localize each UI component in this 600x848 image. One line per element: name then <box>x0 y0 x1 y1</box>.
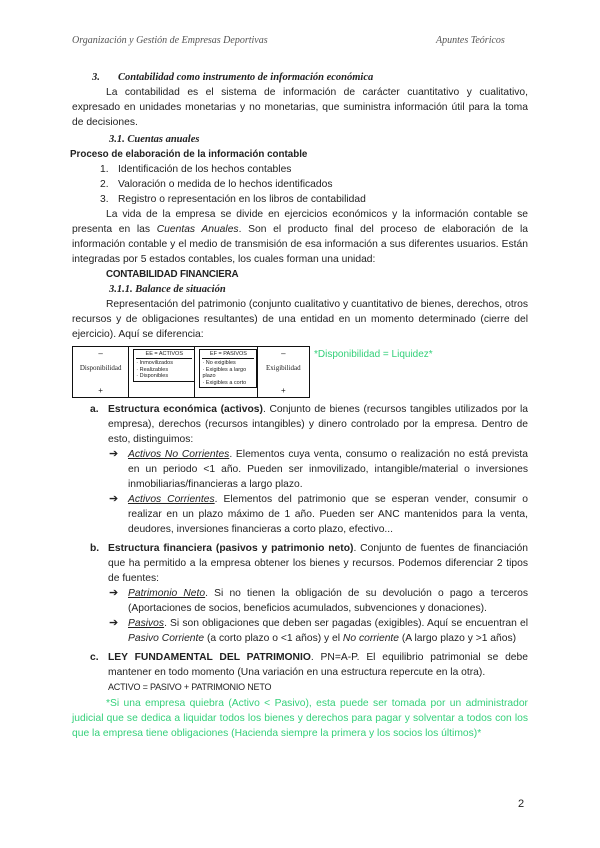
page-number: 2 <box>518 798 525 810</box>
exigibilidad-label: Exigibilidad <box>266 364 301 372</box>
contabilidad-financiera-heading: CONTABILIDAD FINANCIERA <box>106 269 239 280</box>
balance-heading: 3.1.1. Balance de situación <box>109 284 226 295</box>
subsection-heading: 3.1. Cuentas anuales <box>109 134 200 145</box>
process-steps <box>72 162 528 207</box>
cuentas-anuales-paragraph: La vida de la empresa se divide en ejercicios económicos y la información contable se presenta en las Cuentas Anuales. Son el producto final del proceso de elaboración de la información contable y el medio de transmisión de esa información a sus diferentes usuarios. Están integradas por 5 estados contables, los cuales forman una unidad: <box>72 209 528 265</box>
item-c: c. LEY FUNDAMENTAL DEL PATRIMONIO. PN=A-P. El equilibrio patrimonial se debe mantener en todo momento (Una variación en una estructura repercute en la otra). <box>90 652 528 678</box>
section-title: Contabilidad como instrumento de información económica <box>118 72 374 83</box>
activos-box: EE = ACTIVOS · Inmovilizados · Realizables · Disponibles <box>133 349 195 382</box>
running-header-title: Organización y Gestión de Empresas Deportivas <box>72 35 268 46</box>
quiebra-note: *Si una empresa quiebra (Activo < Pasivo), esta puede ser tomada por un administrador judicial que se dedica a liquidar todos los bienes y derechos para pagar y solventar a todos con los que la empresa tiene obligaciones (Hacienda siempre la primera y los socios los últimos)* <box>72 698 528 739</box>
page-body <box>72 70 528 741</box>
balance-paragraph: Representación del patrimonio (conjunto cualitativo y cuantitativo de bienes, derechos, otros recursos y de obligaciones resultantes) de una entidad en un momento determinado (cierre del ejercicio). Aquí se diferencia: <box>72 299 528 340</box>
sub-item: ➔ Pasivos. Si son obligaciones que deben ser pagadas (exigibles). Aquí se encuentran el Pasivo Corriente (a corto plazo o <1 años) y el No corriente (A largo plazo y >1 años) <box>109 617 528 644</box>
process-heading: Proceso de elaboración de la información contable <box>70 149 308 160</box>
disponibilidad-label: Disponibilidad <box>79 364 122 372</box>
running-header-subtitle: Apuntes Teóricos <box>436 35 505 46</box>
section-heading <box>92 70 528 85</box>
patrimonio-formula: ACTIVO = PASIVO + PATRIMONIO NETO <box>108 682 272 692</box>
liquidez-note: *Disponibilidad = Liquidez* <box>314 349 433 360</box>
list-item: 3. Registro o representación en los libros de contabilidad <box>100 194 366 205</box>
item-b: b. Estructura financiera (pasivos y patrimonio neto). Conjunto de fuentes de financiación que ha permitido a la empresa obtener los bienes y recursos. Podemos diferenciar 2 tipos de fuentes: <box>90 543 528 584</box>
list-item: 2. Valoración o medida de lo hechos identificados <box>100 179 333 190</box>
item-a: a. Estructura económica (activos). Conjunto de bienes (recursos tangibles utilizados por la empresa), derechos (recursos intangibles) y dinero controlado por la empresa. Dentro de esto, distinguimos: <box>90 404 529 445</box>
section-paragraph: La contabilidad es el sistema de información de carácter cuantitativo y cualitativo, expresado en unidades monetarias y no monetarias, que suministra información útil para la toma de decisiones. <box>72 87 528 128</box>
pasivos-box: EF = PASIVOS · No exigibles · Exigibles a largo plazo · Exigibles a corto <box>199 349 257 388</box>
balance-diagram <box>72 346 528 398</box>
section-number: 3. <box>92 72 100 83</box>
list-item: 1. Identificación de los hechos contables <box>100 164 292 175</box>
sub-item: ➔ Activos Corrientes. Elementos del patrimonio que se esperan vender, consumir o realizar en un plazo máximo de 1 año. Pueden ser ANC mantenidos para la venta, deudores, inversiones financieras a corto plazo, efectivo... <box>109 493 528 535</box>
sub-item: ➔ Activos No Corrientes. Elementos cuya venta, consumo o realización no está prevista en un periodo <1 año. Pueden ser inmovilizado, intangible/material o inversiones inmobiliarias/financieras a largo plazo. <box>109 448 528 490</box>
sub-item: ➔ Patrimonio Neto. Si no tienen la obligación de su devolución o pago a terceros (Aportaciones de socios, beneficios acumulados, subvenciones y donaciones). <box>109 587 528 614</box>
balance-table: – Disponibilidad + EE = ACTIVOS · Inmovilizados · Realizables · Disponibles EF = PASIVOS · No exigibles · Exigibles a largo plazo · Exigibles a corto – Exigibilidad + <box>72 346 310 398</box>
